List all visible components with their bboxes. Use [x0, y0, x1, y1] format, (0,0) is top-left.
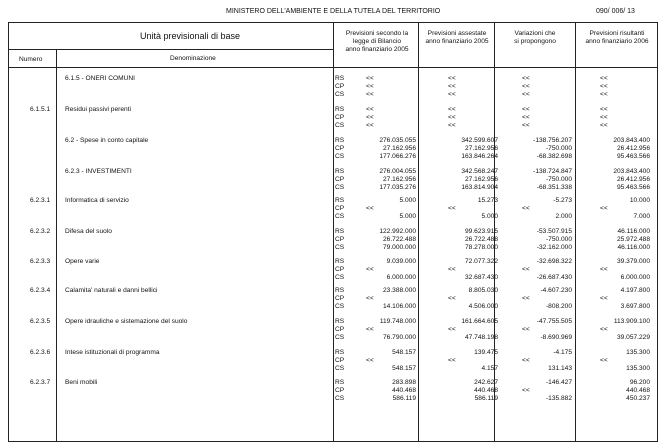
cell-value: 96.200: [629, 379, 650, 386]
row-type-label: CP: [335, 83, 345, 90]
cell-value: <<: [522, 266, 530, 273]
cell-value: 283.898: [392, 379, 416, 386]
row-value-c3: [492, 197, 572, 221]
row-type-label: CP: [335, 176, 345, 183]
row-denominazione: Opere idrauliche e sistemazione del suolo: [65, 318, 188, 325]
cell-value: 586.119: [392, 395, 416, 402]
row-type-label: CS: [335, 213, 345, 220]
row-value-c3: [492, 379, 572, 403]
row-value-c3: [492, 137, 572, 161]
row-type-label: CS: [335, 303, 345, 310]
cell-value: <<: [448, 266, 456, 273]
row-type-label: CP: [335, 114, 345, 121]
row-value-c1: [336, 318, 416, 342]
cell-value: -146.427: [545, 379, 572, 386]
cell-value: -53.507.915: [536, 228, 572, 235]
row-denominazione: 6.2 - Spese in conto capitale: [65, 137, 149, 144]
row-numero: 6.1.5.1: [30, 106, 51, 113]
table-row: [0, 258, 663, 282]
row-type-label: RS: [335, 379, 345, 386]
row-value-c4: [570, 349, 650, 373]
row-value-c1: [336, 137, 416, 161]
cell-value: 26.722.488: [464, 236, 498, 243]
cell-value: 4.506.000: [468, 303, 498, 310]
row-value-c3: [492, 318, 572, 342]
row-value-c3: [492, 258, 572, 282]
cell-value: <<: [448, 83, 456, 90]
row-value-c4: [570, 318, 650, 342]
row-value-c1: [336, 228, 416, 252]
row-denominazione: Intese istituzionali di programma: [65, 349, 160, 356]
cell-value: 2.000: [555, 213, 572, 220]
cell-value: <<: [600, 106, 608, 113]
row-type-label: RS: [335, 349, 345, 356]
row-denominazione: Informatica di servizio: [65, 197, 129, 204]
row-value-c3: [492, 228, 572, 252]
cell-value: 3.697.800: [620, 303, 650, 310]
cell-value: 10.000: [629, 197, 650, 204]
cell-value: -4.607.230: [540, 287, 572, 294]
cell-value: <<: [522, 83, 530, 90]
cell-value: 131.143: [548, 365, 572, 372]
row-type-label: CS: [335, 184, 345, 191]
row-denominazione: Beni mobili: [65, 379, 98, 386]
row-value-c4: [570, 197, 650, 221]
cell-value: -5.273: [553, 197, 572, 204]
cell-value: <<: [522, 122, 530, 129]
cell-value: 46.116.000: [617, 228, 650, 235]
row-denominazione: 6.1.5 - ONERI COMUNI: [65, 75, 135, 82]
row-type-label: RS: [335, 137, 345, 144]
row-type-label: RS: [335, 287, 345, 294]
cell-value: 122.992.000: [379, 228, 416, 235]
cell-value: 39.057.229: [616, 334, 650, 341]
row-value-c2: [418, 75, 498, 99]
cell-value: 27.162.956: [464, 145, 498, 152]
cell-value: -8.690.969: [540, 334, 572, 341]
row-value-c4: [570, 228, 650, 252]
row-numero: 6.2.3.4: [30, 287, 51, 294]
denominazione-header: Denominazione: [170, 55, 216, 62]
row-value-c1: [336, 75, 416, 99]
row-value-c3: [492, 106, 572, 130]
cell-value: 46.116.000: [617, 244, 650, 251]
cell-value: <<: [448, 91, 456, 98]
row-value-c2: [418, 379, 498, 403]
cell-value: <<: [448, 295, 456, 302]
row-type-label: RS: [335, 106, 345, 113]
cell-value: 79.000.000: [382, 244, 416, 251]
cell-value: 203.843.400: [613, 137, 650, 144]
row-numero: 6.2.3.5: [30, 318, 51, 325]
cell-value: 6.000.000: [620, 274, 650, 281]
row-type-label: CP: [335, 266, 345, 273]
col4-header: Previsioni risultanti anno finanziario 2006: [585, 30, 649, 45]
cell-value: 32.687.430: [464, 274, 498, 281]
cell-value: <<: [522, 114, 530, 121]
cell-value: <<: [448, 205, 456, 212]
cell-value: -4.175: [553, 349, 572, 356]
cell-value: 276.004.055: [379, 168, 416, 175]
cell-value: 27.162.956: [382, 176, 416, 183]
row-value-c1: [336, 349, 416, 373]
row-value-c1: [336, 168, 416, 192]
cell-value: <<: [522, 106, 530, 113]
cell-value: -26.687.430: [536, 274, 572, 281]
cell-value: <<: [522, 387, 530, 394]
cell-value: -808.200: [545, 303, 572, 310]
row-value-c1: [336, 197, 416, 221]
cell-value: -68.351.338: [536, 184, 572, 191]
cell-value: <<: [522, 75, 530, 82]
row-type-label: CP: [335, 205, 345, 212]
cell-value: <<: [522, 326, 530, 333]
row-value-c3: [492, 168, 572, 192]
row-type-label: RS: [335, 75, 345, 82]
cell-value: <<: [600, 75, 608, 82]
cell-value: -138.724.847: [533, 168, 572, 175]
row-type-label: CS: [335, 334, 345, 341]
cell-value: <<: [366, 357, 374, 364]
row-type-label: CP: [335, 326, 345, 333]
row-value-c4: [570, 168, 650, 192]
numero-header: Numero: [19, 56, 43, 63]
row-denominazione: 6.2.3 - INVESTIMENTI: [65, 168, 132, 175]
cell-value: 78.278.000: [464, 244, 498, 251]
cell-value: 119.748.000: [379, 318, 416, 325]
row-denominazione: Calamita' naturali e danni bellici: [65, 287, 158, 294]
row-value-c4: [570, 106, 650, 130]
row-value-c2: [418, 287, 498, 311]
row-numero: 6.2.3.7: [30, 379, 51, 386]
cell-value: 548.157: [392, 365, 416, 372]
row-value-c3: [492, 75, 572, 99]
row-value-c4: [570, 379, 650, 403]
row-numero: 6.2.3.1: [30, 197, 51, 204]
cell-value: 7.000: [633, 213, 650, 220]
cell-value: <<: [366, 326, 374, 333]
cell-value: 4.157: [481, 365, 498, 372]
row-value-c2: [418, 318, 498, 342]
row-value-c4: [570, 258, 650, 282]
cell-value: 27.162.956: [464, 176, 498, 183]
cell-value: 4.197.800: [620, 287, 650, 294]
cell-value: 26.722.488: [382, 236, 416, 243]
cell-value: <<: [522, 91, 530, 98]
cell-value: <<: [448, 326, 456, 333]
row-value-c2: [418, 258, 498, 282]
row-denominazione: Opere varie: [65, 258, 100, 265]
row-value-c2: [418, 349, 498, 373]
table-row: [0, 137, 663, 161]
cell-value: 8.805.030: [468, 287, 498, 294]
cell-value: <<: [366, 295, 374, 302]
cell-value: -32.162.000: [536, 244, 572, 251]
table-row: [0, 379, 663, 403]
cell-value: 450.237: [626, 395, 650, 402]
row-type-label: RS: [335, 168, 345, 175]
row-value-c4: [570, 75, 650, 99]
cell-value: 14.106.000: [382, 303, 416, 310]
cell-value: 242.627: [474, 379, 498, 386]
table-row: [0, 168, 663, 192]
cell-value: 95.463.566: [616, 184, 650, 191]
cell-value: 177.066.276: [379, 153, 416, 160]
row-type-label: CS: [335, 153, 345, 160]
row-type-label: RS: [335, 197, 345, 204]
row-type-label: CS: [335, 365, 345, 372]
cell-value: 276.035.055: [379, 137, 416, 144]
cell-value: 203.843.400: [613, 168, 650, 175]
cell-value: 5.000: [481, 213, 498, 220]
cell-value: 135.300: [626, 349, 650, 356]
row-value-c2: [418, 137, 498, 161]
row-type-label: RS: [335, 228, 345, 235]
cell-value: -68.382.698: [536, 153, 572, 160]
cell-value: 26.412.956: [616, 145, 650, 152]
row-denominazione: Difesa del suolo: [65, 228, 112, 235]
cell-value: 47.748.198: [464, 334, 498, 341]
cell-value: <<: [522, 205, 530, 212]
row-type-label: RS: [335, 318, 345, 325]
table-row: [0, 106, 663, 130]
table-row: [0, 228, 663, 252]
cell-value: 9.039.000: [386, 258, 416, 265]
cell-value: 23.388.000: [382, 287, 416, 294]
cell-value: <<: [366, 75, 374, 82]
cell-value: 163.846.264: [461, 153, 498, 160]
cell-value: 440.468: [392, 387, 416, 394]
cell-value: <<: [600, 295, 608, 302]
cell-value: <<: [366, 205, 374, 212]
row-numero: 6.2.3.2: [30, 228, 51, 235]
row-type-label: CS: [335, 274, 345, 281]
row-value-c1: [336, 106, 416, 130]
table-row: [0, 75, 663, 99]
cell-value: 586.119: [474, 395, 498, 402]
cell-value: <<: [600, 83, 608, 90]
cell-value: 72.077.322: [464, 258, 498, 265]
table-row: [0, 349, 663, 373]
cell-value: 163.814.904: [461, 184, 498, 191]
cell-value: <<: [600, 326, 608, 333]
cell-value: 177.035.276: [379, 184, 416, 191]
cell-value: <<: [522, 295, 530, 302]
cell-value: 26.412.956: [616, 176, 650, 183]
row-type-label: RS: [335, 258, 345, 265]
row-type-label: CS: [335, 91, 345, 98]
row-value-c3: [492, 287, 572, 311]
cell-value: 440.468: [626, 387, 650, 394]
row-type-label: CP: [335, 145, 345, 152]
row-value-c2: [418, 106, 498, 130]
cell-value: 99.623.915: [464, 228, 498, 235]
cell-value: -138.756.207: [533, 137, 572, 144]
cell-value: 27.162.956: [382, 145, 416, 152]
row-type-label: CS: [335, 244, 345, 251]
col3-header: Variazioni che si propongono: [514, 30, 556, 45]
cell-value: 342.568.247: [461, 168, 498, 175]
row-type-label: CS: [335, 122, 345, 129]
cell-value: <<: [448, 106, 456, 113]
cell-value: <<: [600, 122, 608, 129]
col2-header: Previsioni assestate anno finanziario 2005: [425, 30, 489, 45]
cell-value: 25.972.488: [616, 236, 650, 243]
table-row: [0, 287, 663, 311]
row-value-c1: [336, 258, 416, 282]
row-denominazione: Residui passivi perenti: [65, 106, 131, 113]
row-type-label: CP: [335, 236, 345, 243]
row-value-c1: [336, 379, 416, 403]
cell-value: 5.000: [399, 213, 416, 220]
cell-value: <<: [366, 83, 374, 90]
cell-value: <<: [600, 205, 608, 212]
cell-value: 113.909.100: [613, 318, 650, 325]
cell-value: <<: [366, 91, 374, 98]
row-value-c2: [418, 168, 498, 192]
cell-value: <<: [448, 122, 456, 129]
cell-value: 39.379.000: [616, 258, 650, 265]
row-value-c3: [492, 349, 572, 373]
row-value-c2: [418, 197, 498, 221]
cell-value: 548.157: [392, 349, 416, 356]
cell-value: <<: [366, 122, 374, 129]
cell-value: <<: [366, 266, 374, 273]
cell-value: <<: [366, 106, 374, 113]
row-numero: 6.2.3.3: [30, 258, 51, 265]
unita-title: Unità previsionali di base: [140, 31, 241, 41]
cell-value: <<: [600, 91, 608, 98]
cell-value: <<: [448, 75, 456, 82]
row-value-c4: [570, 287, 650, 311]
cell-value: <<: [600, 357, 608, 364]
cell-value: 342.599.607: [461, 137, 498, 144]
ministry-title: MINISTERO DELL'AMBIENTE E DELLA TUTELA DEL TERRITORIO: [226, 8, 441, 15]
row-type-label: CP: [335, 295, 345, 302]
cell-value: -32.698.322: [536, 258, 572, 265]
cell-value: -135.882: [545, 395, 572, 402]
cell-value: 6.000.000: [386, 274, 416, 281]
row-value-c4: [570, 137, 650, 161]
row-numero: 6.2.3.6: [30, 349, 51, 356]
cell-value: <<: [448, 357, 456, 364]
cell-value: 95.463.566: [616, 153, 650, 160]
cell-value: 135.300: [626, 365, 650, 372]
row-value-c2: [418, 228, 498, 252]
cell-value: -750.000: [545, 236, 572, 243]
col1-header: Previsioni secondo la legge di Bilancio anno finanziario 2005: [345, 30, 409, 53]
cell-value: 440.468: [474, 387, 498, 394]
cell-value: <<: [600, 114, 608, 121]
row-type-label: CP: [335, 387, 345, 394]
table-row: [0, 318, 663, 342]
cell-value: -47.755.505: [536, 318, 572, 325]
row-value-c1: [336, 287, 416, 311]
cell-value: 161.664.605: [461, 318, 498, 325]
page-code: 090/ 006/ 13: [596, 8, 635, 15]
row-type-label: CS: [335, 395, 345, 402]
cell-value: <<: [600, 266, 608, 273]
cell-value: 15.273: [477, 197, 498, 204]
table-bottom-border: [8, 441, 658, 442]
cell-value: <<: [522, 357, 530, 364]
cell-value: -750.000: [545, 145, 572, 152]
cell-value: 139.475: [474, 349, 498, 356]
cell-value: <<: [366, 114, 374, 121]
cell-value: -750.000: [545, 176, 572, 183]
cell-value: 76.790.000: [382, 334, 416, 341]
row-type-label: CP: [335, 357, 345, 364]
table-row: [0, 197, 663, 221]
cell-value: 5.000: [399, 197, 416, 204]
cell-value: <<: [448, 114, 456, 121]
